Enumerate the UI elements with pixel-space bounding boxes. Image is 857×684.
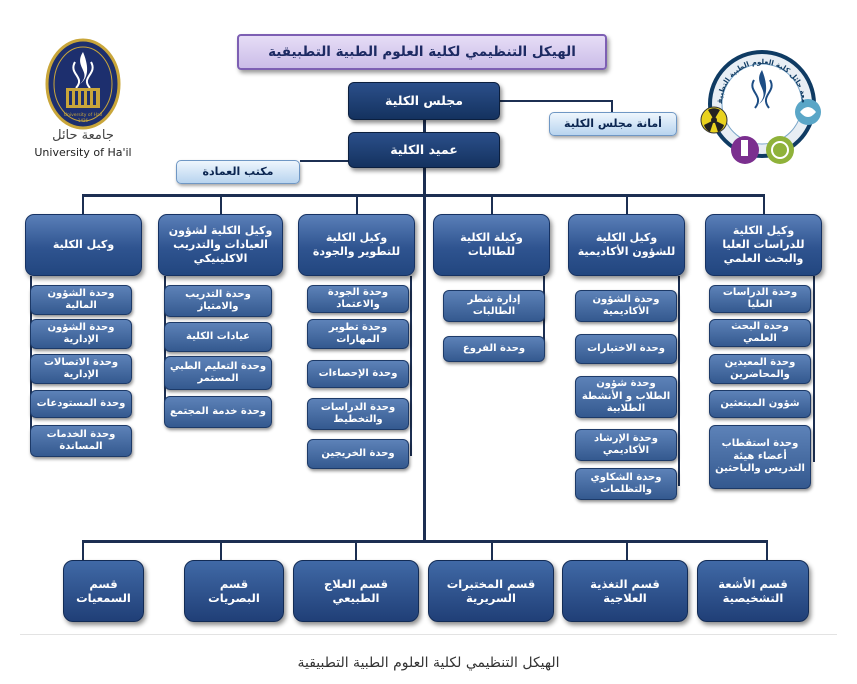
unit-skills-development: وحدة تطوير المهارات	[307, 319, 409, 349]
connector-units-col4	[410, 276, 412, 456]
connector-vice-drop-1	[763, 194, 765, 214]
dept-optometry: قسم البصريات	[184, 560, 284, 622]
unit-college-clinics: عيادات الكلية	[164, 322, 272, 352]
unit-graduates: وحدة الخريجين	[307, 439, 409, 469]
connector-units-col1	[813, 276, 815, 462]
connector-secretariat-drop	[611, 100, 613, 112]
vice-dean-academic-affairs: وكيل الكلية للشؤون الأكاديمية	[568, 214, 685, 276]
connector-dept-drop-5	[220, 540, 222, 560]
dean-office: مكتب العمادة	[176, 160, 300, 184]
connector-vice-drop-3	[491, 194, 493, 214]
connector-dept-bus	[82, 540, 768, 543]
unit-demonstrators-lecturers: وحدة المعيدين والمحاضرين	[709, 354, 811, 384]
unit-administrative-communications: وحدة الاتصالات الإدارية	[30, 354, 132, 384]
dept-diagnostic-radiology: قسم الأشعة التشخيصية	[697, 560, 809, 622]
dept-audiology: قسم السمعيات	[63, 560, 144, 622]
unit-administrative-affairs: وحدة الشؤون الإدارية	[30, 319, 132, 349]
connector-vice-drop-6	[82, 194, 84, 214]
unit-warehouses: وحدة المستودعات	[30, 390, 132, 418]
vice-dean-female-students: وكيلة الكلية للطالبات	[433, 214, 550, 276]
vice-dean-development-quality: وكيل الكلية للتطوير والجودة	[298, 214, 415, 276]
unit-continuing-medical-education: وحدة التعليم الطبي المستمر	[164, 356, 272, 390]
unit-branches: وحدة الفروع	[443, 336, 545, 362]
unit-examinations: وحدة الاختبارات	[575, 334, 677, 364]
connector-units-col2	[678, 276, 680, 486]
svg-text:University of Hail: University of Hail	[63, 113, 103, 118]
unit-faculty-recruitment: وحدة استقطاب أعضاء هيئة التدريس والباحثين	[709, 425, 811, 489]
connector-council-dean	[423, 120, 426, 132]
chart-title: الهيكل التنظيمي لكلية العلوم الطبية التطبيقية	[237, 34, 607, 70]
unit-scholarship-affairs: شؤون المبتعثين	[709, 390, 811, 418]
connector-dept-drop-1	[766, 540, 768, 560]
connector-dept-drop-3	[491, 540, 493, 560]
university-name-arabic: جامعة حائل	[52, 128, 114, 143]
unit-support-services: وحدة الخدمات المساندة	[30, 425, 132, 457]
connector-vice-drop-4	[356, 194, 358, 214]
college-seal-text: معة حائل كلية العلوم الطبية التطبيق	[715, 57, 809, 104]
connector-vice-bus	[82, 194, 765, 197]
connector-vice-drop-2	[626, 194, 628, 214]
unit-financial-affairs: وحدة الشؤون المالية	[30, 285, 132, 315]
unit-community-service: وحدة خدمة المجتمع	[164, 396, 272, 428]
council-secretariat: أمانة مجلس الكلية	[549, 112, 677, 136]
dept-physical-therapy: قسم العلاج الطبيعي	[293, 560, 419, 622]
unit-graduate-studies: وحدة الدراسات العليا	[709, 285, 811, 313]
unit-scientific-research: وحدة البحث العلمي	[709, 319, 811, 347]
connector-vice-drop-5	[220, 194, 222, 214]
vice-dean-clinics-training: وكيل الكلية لشؤون العيادات والتدريب الاكلينيكي	[158, 214, 283, 276]
vice-dean-graduate-research: وكيل الكلية للدراسات العليا والبحث العلمي	[705, 214, 822, 276]
college-logo	[700, 40, 825, 172]
university-name-english: University of Ha'il	[34, 146, 132, 159]
unit-studies-planning: وحدة الدراسات والتخطيط	[307, 398, 409, 430]
unit-female-section-admin: إدارة شطر الطالبات	[443, 290, 545, 322]
caption-divider	[20, 634, 837, 635]
unit-quality-accreditation: وحدة الجودة والاعتماد	[307, 285, 409, 313]
connector-dept-drop-2	[626, 540, 628, 560]
dept-clinical-nutrition: قسم التغذية العلاجية	[562, 560, 688, 622]
unit-academic-affairs: وحدة الشؤون الأكاديمية	[575, 290, 677, 322]
vice-dean: وكيل الكلية	[25, 214, 142, 276]
connector-dept-drop-6	[82, 540, 84, 560]
unit-student-affairs-activities: وحدة شؤون الطلاب و الأنشطة الطلابية	[575, 376, 677, 418]
unit-academic-advising: وحدة الإرشاد الأكاديمي	[575, 429, 677, 461]
unit-training-internship: وحدة التدريب والامتياز	[164, 285, 272, 317]
college-council: مجلس الكلية	[348, 82, 500, 120]
figure-caption: الهيكل التنظيمي لكلية العلوم الطبية التطبيقية	[297, 655, 560, 671]
connector-trunk	[423, 167, 426, 540]
college-dean: عميد الكلية	[348, 132, 500, 168]
dept-clinical-laboratories: قسم المختبرات السريرية	[428, 560, 554, 622]
unit-complaints-grievances: وحدة الشكاوي والتظلمات	[575, 468, 677, 500]
unit-statistics: وحدة الإحصاءات	[307, 360, 409, 388]
connector-dean-office	[300, 160, 348, 162]
svg-text:1426: 1426	[77, 118, 89, 123]
connector-dept-drop-4	[355, 540, 357, 560]
university-logo	[28, 22, 138, 162]
connector-council-secretariat	[500, 100, 612, 102]
